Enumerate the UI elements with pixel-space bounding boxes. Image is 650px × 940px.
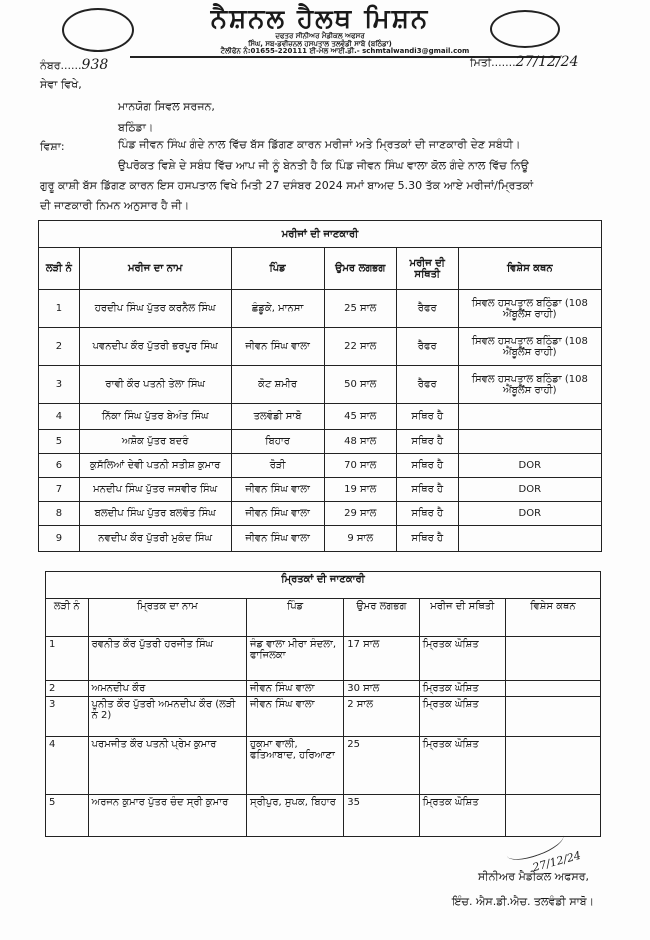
table-cell: ਸਥਿਰ ਹੈ	[396, 526, 458, 552]
column-header: ਲੜੀ ਨੰ	[39, 248, 80, 290]
table-cell: ਜੀਵਨ ਸਿੰਘ ਵਾਲਾ	[231, 526, 324, 552]
table-cell: DOR	[458, 502, 601, 526]
table-cell: DOR	[458, 478, 601, 502]
table-cell	[458, 404, 601, 430]
table-cell: 1	[39, 290, 80, 328]
table-cell: 1	[46, 637, 89, 681]
table-cell: 8	[39, 502, 80, 526]
table-cell: 2	[46, 681, 89, 697]
table-cell: 3	[46, 697, 89, 737]
table-cell	[505, 697, 600, 737]
letterhead-contact: ਟੈਲੀਫੋਨ ਨੰ:01655-220111 ਈ-ਮੇਲ ਆਈ.ਡੀ.- schmtalwandi3@gmail.com	[220, 47, 470, 55]
table-row	[46, 697, 601, 737]
table-cell: 35	[344, 795, 419, 837]
nhm-family-logo	[490, 10, 560, 48]
table-cell: ਜੀਵਨ ਸਿੰਘ ਵਾਲਾ	[247, 681, 344, 697]
table-cell: ਜੀਵਨ ਸਿੰਘ ਵਾਲਾ	[231, 328, 324, 366]
table-cell: 48 ਸਾਲ	[324, 430, 396, 454]
table-cell: ਸਥਿਰ ਹੈ	[396, 502, 458, 526]
table-cell	[505, 637, 600, 681]
table-cell: 45 ਸਾਲ	[324, 404, 396, 430]
letterhead-line2: ਸਿੰਘ, ਸਬ-ਡਵੀਜ਼ਨਲ ਹਸਪਤਾਲ ਤਲਵੰਡੀ ਸਾਬੋ (ਬਠਿੰਡਾ)	[248, 40, 392, 48]
table-cell: 22 ਸਾਲ	[324, 328, 396, 366]
column-header: ਪਿੰਡ	[247, 599, 344, 637]
table-cell: ਪਰਮਜੀਤ ਕੌਰ ਪਤਨੀ ਪ੍ਰੇਮ ਕੁਮਾਰ	[88, 737, 246, 795]
table-cell: 2 ਸਾਲ	[344, 697, 419, 737]
table-cell: 6	[39, 454, 80, 478]
column-header: ਵਿਸ਼ੇਸ ਕਥਨ	[458, 248, 601, 290]
table-cell	[505, 681, 600, 697]
signatory-office: ਇੰਚ. ਐਸ.ਡੀ.ਐਚ. ਤਲਵੰਡੀ ਸਾਬੋ।	[452, 895, 595, 908]
letter-number: ਨੰਬਰ......938	[40, 57, 109, 73]
table-cell	[458, 526, 601, 552]
table-cell: ਜੀਵਨ ਸਿੰਘ ਵਾਲਾ	[247, 697, 344, 737]
table-cell: 50 ਸਾਲ	[324, 366, 396, 404]
table-row	[39, 430, 602, 454]
table-cell: ਨਿੱਕਾ ਸਿੰਘ ਪੁੱਤਰ ਬੇਅੰਤ ਸਿੰਘ	[79, 404, 231, 430]
table-cell: 9	[39, 526, 80, 552]
patients-table-caption: ਮਰੀਜਾਂ ਦੀ ਜਾਣਕਾਰੀ	[39, 221, 602, 248]
table-row	[39, 290, 602, 328]
table-cell: ਛੰਡੂਕੇ, ਮਾਨਸਾ	[231, 290, 324, 328]
table-cell: 30 ਸਾਲ	[344, 681, 419, 697]
subject-text: ਪਿੰਡ ਜੀਵਨ ਸਿੰਘ ਗੰਦੇ ਨਾਲ ਵਿੱਚ ਬੱਸ ਡਿੱਗਣ ਕਾਰਨ ਮਰੀਜਾਂ ਅਤੇ ਮ੍ਰਿਤਕਾਂ ਦੀ ਜਾਣਕਾਰੀ ਦੇਣ ਸਬੰਧੀ।	[118, 138, 521, 151]
table-cell: ਕੁਸੱਲਿਆਂ ਦੇਵੀ ਪਤਨੀ ਸਤੀਸ਼ ਕੁਮਾਰ	[79, 454, 231, 478]
column-header: ਉਮਰ ਲਗਭਗ	[344, 599, 419, 637]
table-cell: ਸਿਵਲ ਹਸਪਤਾਲ ਬਠਿੰਡਾ (108 ਐਂਬੂਲੈਂਸ ਰਾਹੀ)	[458, 290, 601, 328]
table-cell: 70 ਸਾਲ	[324, 454, 396, 478]
table-cell: ਸਥਿਰ ਹੈ	[396, 404, 458, 430]
table-cell: ਮ੍ਰਿਤਕ ਘੋਸ਼ਿਤ	[419, 681, 505, 697]
table-cell: ਮ੍ਰਿਤਕ ਘੋਸ਼ਿਤ	[419, 795, 505, 837]
table-cell: ਰਾਵੀ ਕੌਰ ਪਤਨੀ ਤੇਲਾ ਸਿੰਘ	[79, 366, 231, 404]
subject-label: ਵਿਸ਼ਾ:	[40, 140, 65, 153]
table-cell: 4	[46, 737, 89, 795]
table-cell: 5	[46, 795, 89, 837]
table-cell: ਬਿਹਾਰ	[231, 430, 324, 454]
table-cell: 9 ਸਾਲ	[324, 526, 396, 552]
letter-date: ਮਿਤੀ.......27/12/24	[470, 54, 579, 70]
column-header: ਮਰੀਜ ਦੀ ਸਥਿਤੀ	[396, 248, 458, 290]
table-cell: ਰੋੜੀ	[231, 454, 324, 478]
table-cell: ਰੈਫਰ	[396, 328, 458, 366]
column-header: ਲੜੀ ਨੰ	[46, 599, 89, 637]
table-cell: 25 ਸਾਲ	[324, 290, 396, 328]
table-cell: ਜੀਵਨ ਸਿੰਘ ਵਾਲਾ	[231, 478, 324, 502]
table-row	[39, 454, 602, 478]
signature-date: 27/12/24	[531, 848, 583, 875]
table-cell: ਤਲਵੰਡੀ ਸਾਬੋ	[231, 404, 324, 430]
table-cell: ਕੋਟ ਸ਼ਮੀਰ	[231, 366, 324, 404]
table-cell: ਰੈਫਰ	[396, 366, 458, 404]
table-cell: ਹੁਕਮਾ ਵਾਲੀ, ਫਤਿਆਬਾਦ, ਹਰਿਆਣਾ	[247, 737, 344, 795]
table-cell: 19 ਸਾਲ	[324, 478, 396, 502]
column-header: ਮਰੀਜ ਦੀ ਸਥਿਤੀ	[419, 599, 505, 637]
table-cell: 4	[39, 404, 80, 430]
table-cell: ਪਵਨਦੀਪ ਕੌਰ ਪੁੱਤਰੀ ਭਰਪੂਰ ਸਿੰਘ	[79, 328, 231, 366]
table-cell: ਹਰਦੀਪ ਸਿੰਘ ਪੁੱਤਰ ਕਰਨੈਲ ਸਿੰਘ	[79, 290, 231, 328]
deceased-table-caption: ਮ੍ਰਿਤਕਾਂ ਦੀ ਜਾਣਕਾਰੀ	[46, 572, 601, 599]
table-row	[39, 366, 602, 404]
letterhead-title: ਨੈਸ਼ਨਲ ਹੈਲਥ ਮਿਸ਼ਨ	[210, 4, 430, 34]
table-cell: ਸਿਵਲ ਹਸਪਤਾਲ ਬਠਿੰਡਾ (108 ਐਂਬੂਲੈਂਸ ਰਾਹੀ)	[458, 366, 601, 404]
column-header: ਪਿੰਡ	[231, 248, 324, 290]
patients-table	[38, 220, 602, 552]
table-cell: ਸਥਿਰ ਹੈ	[396, 478, 458, 502]
table-row	[39, 478, 602, 502]
table-cell: ਨਵਦੀਪ ਕੌਰ ਪੁੱਤਰੀ ਮੁਕੰਦ ਸਿੰਘ	[79, 526, 231, 552]
letterhead-line1: ਦਫਤਰ ਸੀਨੀਅਰ ਮੈਡੀਕਲ ਅਫਸਰ	[275, 32, 365, 40]
table-row	[46, 737, 601, 795]
addressee-city: ਬਠਿੰਡਾ।	[118, 121, 154, 134]
table-cell	[505, 737, 600, 795]
table-row	[39, 526, 602, 552]
table-cell: ਸਿਵਲ ਹਸਪਤਾਲ ਬਠਿੰਡਾ (108 ਐਂਬੂਲੈਂਸ ਰਾਹੀ)	[458, 328, 601, 366]
table-cell: ਮ੍ਰਿਤਕ ਘੋਸ਼ਿਤ	[419, 737, 505, 795]
table-cell: ਪੁਨੀਤ ਕੌਰ ਪੁੱਤਰੀ ਅਮਨਦੀਪ ਕੌਰ (ਲੜੀ ਨੰ 2)	[88, 697, 246, 737]
table-cell: DOR	[458, 454, 601, 478]
table-cell: ਅਰਜਨ ਕੁਮਾਰ ਪੁੱਤਰ ਚੰਦ ਸ੍ਰੀ ਕੁਮਾਰ	[88, 795, 246, 837]
column-header: ਉਮਰ ਲਗਭਗ	[324, 248, 396, 290]
table-cell: ਮ੍ਰਿਤਕ ਘੋਸ਼ਿਤ	[419, 697, 505, 737]
table-cell: ਰੈਫਰ	[396, 290, 458, 328]
salutation: ਸੇਵਾ ਵਿਖੇ,	[40, 78, 82, 91]
signatory-designation: ਸੀਨੀਅਰ ਮੈਡੀਕਲ ਅਫਸਰ,	[478, 870, 590, 883]
column-header: ਵਿਸ਼ੇਸ ਕਥਨ	[505, 599, 600, 637]
table-cell: ਰਵਨੀਤ ਕੌਰ ਪੁੱਤਰੀ ਹਰਜੀਤ ਸਿੰਘ	[88, 637, 246, 681]
table-cell: 3	[39, 366, 80, 404]
table-cell: 5	[39, 430, 80, 454]
table-row	[46, 681, 601, 697]
table-cell: ਸ੍ਰੀਪੁਰ, ਸੁਪਕ, ਬਿਹਾਰ	[247, 795, 344, 837]
table-cell: ਸਥਿਰ ਹੈ	[396, 430, 458, 454]
table-cell: ਜੰਡ ਵਾਲਾ ਮੀਰਾ ਸੰਦਲਾ, ਫਾਜਿਲਕਾ	[247, 637, 344, 681]
punjab-govt-emblem-logo	[62, 8, 134, 52]
body-line-1: ਉਪਰੋਕਤ ਵਿਸ਼ੇ ਦੇ ਸਬੰਧ ਵਿੱਚ ਆਪ ਜੀ ਨੂੰ ਬੇਨਤੀ ਹੈ ਕਿ ਪਿੰਡ ਜੀਵਨ ਸਿੰਘ ਵਾਲਾ ਕੋਲ ਗੰਦੇ ਨਾਲ ਵਿੱਚ ਨਿਊ	[118, 159, 529, 172]
deceased-table	[45, 571, 601, 837]
body-line-3: ਦੀ ਜਾਣਕਾਰੀ ਨਿਮਨ ਅਨੁਸਾਰ ਹੈ ਜੀ।	[40, 199, 190, 212]
table-row	[46, 795, 601, 837]
addressee: ਮਾਨਯੋਗ ਸਿਵਲ ਸਰਜਨ,	[118, 100, 215, 113]
column-header: ਮਰੀਜ ਦਾ ਨਾਮ	[79, 248, 231, 290]
table-cell: ਜੀਵਨ ਸਿੰਘ ਵਾਲਾ	[231, 502, 324, 526]
body-line-2: ਗੁਰੂ ਕਾਸ਼ੀ ਬੱਸ ਡਿੱਗਣ ਕਾਰਨ ਇਸ ਹਸਪਤਾਲ ਵਿਖੇ ਮਿਤੀ 27 ਦਸੰਬਰ 2024 ਸਮਾਂ ਬਾਅਦ 5.30 ਤੱਕ ਆਏ ਮਰੀਜਾਂ/ਮ੍ਰਿਤਕਾਂ	[40, 179, 534, 192]
table-cell: ਮ੍ਰਿਤਕ ਘੋਸ਼ਿਤ	[419, 637, 505, 681]
table-row	[46, 637, 601, 681]
table-cell: 25	[344, 737, 419, 795]
table-cell: ਅਮਨਦੀਪ ਕੌਰ	[88, 681, 246, 697]
table-cell	[458, 430, 601, 454]
table-cell: ਬਲਦੀਪ ਸਿੰਘ ਪੁੱਤਰ ਬਲਵੰਤ ਸਿੰਘ	[79, 502, 231, 526]
table-cell: 7	[39, 478, 80, 502]
table-row	[39, 404, 602, 430]
table-cell: 17 ਸਾਲ	[344, 637, 419, 681]
table-row	[39, 502, 602, 526]
table-cell: ਸਥਿਰ ਹੈ	[396, 454, 458, 478]
table-cell: 29 ਸਾਲ	[324, 502, 396, 526]
column-header: ਮ੍ਰਿਤਕ ਦਾ ਨਾਮ	[88, 599, 246, 637]
table-cell: ਅਸ਼ੋਕ ਪੁੱਤਰ ਬਦਰੰ	[79, 430, 231, 454]
table-cell: 2	[39, 328, 80, 366]
table-row	[39, 328, 602, 366]
table-cell: ਮਨਦੀਪ ਸਿੰਘ ਪੁੱਤਰ ਜਸਵੀਰ ਸਿੰਘ	[79, 478, 231, 502]
